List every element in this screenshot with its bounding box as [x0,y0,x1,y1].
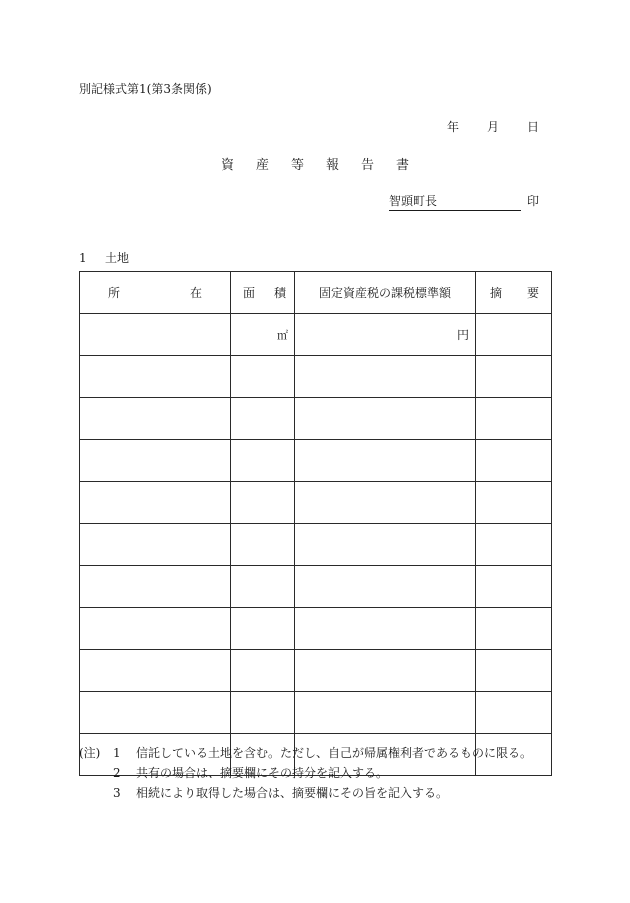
area-cell[interactable] [231,398,295,440]
form-reference: 別記様式第1(第3条関係) [79,82,212,96]
location-cell[interactable] [80,566,231,608]
table-row [80,524,552,566]
date-line [447,118,539,135]
note-number: 2 [113,766,121,780]
title-char: 資 [220,158,234,173]
tax-value-cell[interactable] [295,440,476,482]
area-cell[interactable] [231,524,295,566]
tax-value-cell[interactable] [295,482,476,524]
remarks-cell[interactable] [476,566,552,608]
header-remarks-char: 要 [526,286,539,300]
tax-value-cell[interactable] [295,314,476,356]
note-text: 信託している土地を含む。ただし、自己が帰属権利者であるものに限る。 [136,746,533,760]
area-cell[interactable] [231,314,295,356]
area-cell[interactable] [231,356,295,398]
addressee-line [389,192,539,211]
note-text: 相続により取得した場合は、摘要欄にその旨を記入する。 [136,786,449,800]
table-row [80,482,552,524]
notes-label: (注) [79,746,101,760]
note-number: 1 [113,746,121,760]
land-table [79,271,552,776]
location-cell[interactable] [80,314,231,356]
title-char: 書 [395,158,409,173]
tax-value-cell[interactable] [295,650,476,692]
note-text: 共有の場合は、摘要欄にその持分を記入する。 [136,766,389,780]
date-day-label: 日 [526,120,539,134]
remarks-cell[interactable] [476,650,552,692]
note-number: 3 [113,786,121,800]
remarks-cell[interactable] [476,608,552,650]
tax-value-cell[interactable] [295,524,476,566]
note-item [79,783,532,803]
seal-mark: 印 [526,194,539,208]
area-cell[interactable] [231,692,295,734]
header-tax-value: 固定資産税の課税標準額 [295,272,476,314]
location-cell[interactable] [80,692,231,734]
table-row [80,650,552,692]
area-cell[interactable] [231,566,295,608]
location-cell[interactable] [80,440,231,482]
location-cell[interactable] [80,608,231,650]
remarks-cell[interactable] [476,692,552,734]
location-cell[interactable] [80,398,231,440]
header-location-char: 所 [108,286,121,300]
section-label: 土地 [105,251,130,265]
tax-value-cell[interactable] [295,692,476,734]
table-row [80,440,552,482]
tax-value-cell[interactable] [295,356,476,398]
remarks-cell[interactable] [476,440,552,482]
header-area-char: 面 [243,286,256,300]
table-row [80,398,552,440]
header-remarks-char: 摘 [490,286,503,300]
area-cell[interactable] [231,482,295,524]
location-cell[interactable] [80,356,231,398]
title-char: 報 [325,158,339,173]
table-row [80,692,552,734]
table-row [80,608,552,650]
location-cell[interactable] [80,650,231,692]
date-month-label: 月 [486,120,499,134]
area-cell[interactable] [231,650,295,692]
tax-value-unit: 円 [456,328,469,342]
location-cell[interactable] [80,524,231,566]
section-number: 1 [79,251,87,265]
notes [79,743,532,803]
tax-value-cell[interactable] [295,566,476,608]
table-row [80,356,552,398]
remarks-cell[interactable] [476,524,552,566]
area-unit: ㎡ [277,328,288,342]
header-location-char: 在 [189,286,202,300]
remarks-cell[interactable] [476,398,552,440]
remarks-cell[interactable] [476,314,552,356]
location-cell[interactable] [80,482,231,524]
tax-value-cell[interactable] [295,398,476,440]
remarks-cell[interactable] [476,482,552,524]
remarks-cell[interactable] [476,356,552,398]
document-title [0,154,630,173]
area-cell[interactable] [231,440,295,482]
addressee-name: 智頭町長 [389,192,521,211]
header-location [80,272,231,314]
header-remarks [476,272,552,314]
table-row [80,566,552,608]
title-char: 等 [290,158,304,173]
tax-value-cell[interactable] [295,608,476,650]
note-item [79,763,532,783]
header-area [231,272,295,314]
title-char: 告 [360,158,374,173]
header-area-char: 積 [273,286,286,300]
table-row [80,314,552,356]
note-item [79,743,532,763]
area-cell[interactable] [231,608,295,650]
title-char: 産 [255,158,269,173]
date-year-label: 年 [446,120,459,134]
section-heading [79,249,129,266]
table-header-row [80,272,552,314]
